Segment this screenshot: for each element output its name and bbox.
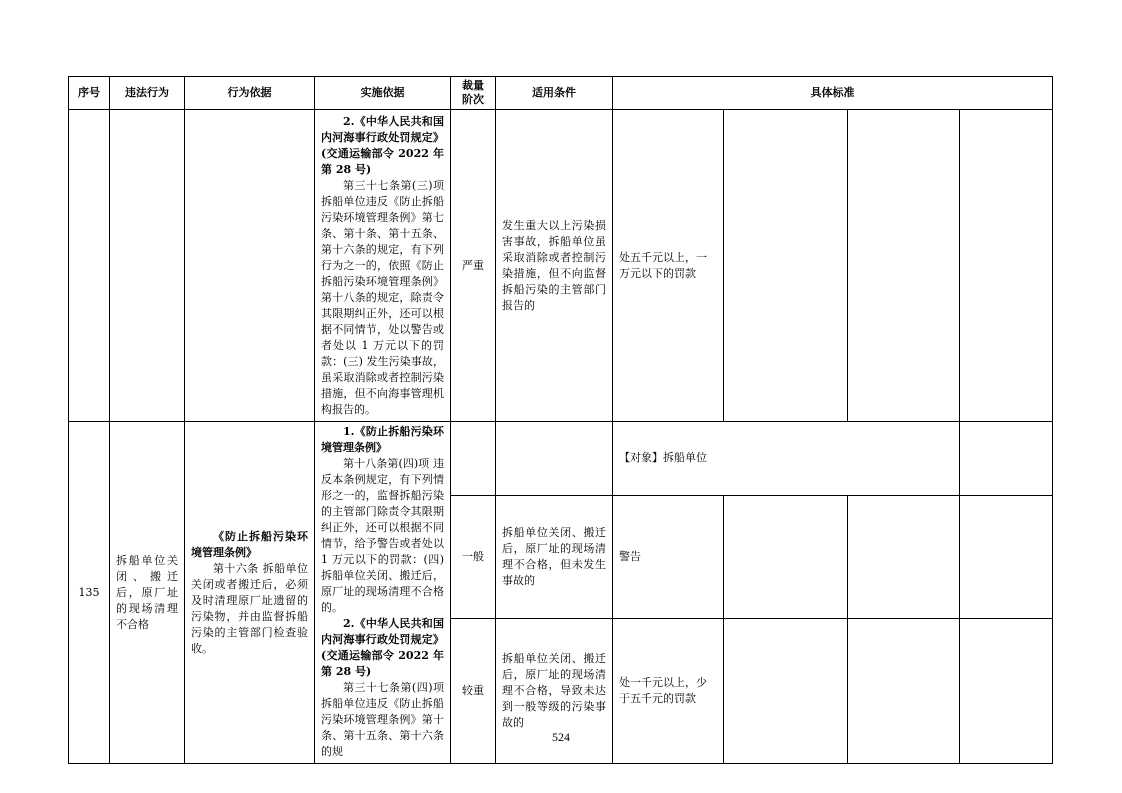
row135-impl2-title: 2.《中华人民共和国内河海事行政处罚规定》(交通运输部令 2022 年第 28 号) [321,617,444,678]
row135-object-level-empty [451,422,496,496]
row135-object: 【对象】拆船单位 [619,451,707,465]
table-row-135-object [69,422,1053,496]
row135-object-cell [613,422,960,496]
prev-empty-2 [848,110,960,422]
row135-sub2-condition: 拆船单位关闭、搬迁后，原厂址的现场清理不合格，导致未达到一般等级的污染事故的 [502,651,606,729]
penalty-standard-table [68,76,1053,764]
prev-impl-text: 第三十七条第(三)项 拆船单位违反《防止拆船污染环境管理条例》第七条、第十条、第十五条、第十六条的规定，有下列行为之一的，依照《防止拆船污染环境管理条例》第十八条的规定，除责令其限期纠正外，还可以根据不同情节，处以警告或者处以 1 万元以下的罚款：(三) 发生污染事故，虽采取消除或者控制污染措施，但不向海事管理机构报告的。 [321,179,444,416]
row135-violation-cell [110,422,185,764]
table-row-continued [69,110,1053,422]
header-violation: 违法行为 [110,77,185,110]
row135-sub1-empty-1 [724,495,848,618]
row135-object-empty [960,422,1053,496]
row135-violation: 拆船单位关闭、搬迁后，原厂址的现场清理不合格 [116,553,178,631]
header-condition: 适用条件 [496,77,613,110]
prev-violation-cell [110,110,185,422]
row135-no: 135 [69,422,110,764]
row135-sub2-level: 较重 [451,618,496,763]
row135-impl2-text: 第三十七条第(四)项 拆船单位违反《防止拆船污染环境管理条例》第十条、第十五条、第十六条的规 [321,681,444,758]
prev-empty-3 [960,110,1053,422]
row135-sub1-standard-cell [613,495,724,618]
header-implementation: 实施依据 [315,77,451,110]
header-row [69,77,1053,110]
prev-standard-cell [613,110,724,422]
row135-sub1-level: 一般 [451,495,496,618]
row135-object-condition-empty [496,422,613,496]
prev-standard: 处五千元以上，一万元以下的罚款 [619,250,707,280]
row135-impl1-text: 第十八条第(四)项 违反本条例规定，有下列情形之一的，监督拆船污染的主管部门除责令其限期纠正外，还可以根据不同情节，给予警告或者处以 1 万元以下的罚款：(四) 拆船单位关闭、搬迁后，原厂址的现场清理不合格的。 [321,457,444,614]
prev-empty-1 [724,110,848,422]
prev-level: 严重 [451,110,496,422]
row135-impl1-title: 1.《防止拆船污染环境管理条例》 [321,425,444,454]
prev-implementation-cell [315,110,451,422]
row135-basis-cell [185,422,315,764]
header-basis: 行为依据 [185,77,315,110]
row135-implementation-cell [315,422,451,764]
prev-basis-cell [185,110,315,422]
header-level: 裁量 阶次 [451,77,496,110]
row135-sub1-condition-cell [496,495,613,618]
prev-impl-title: 2.《中华人民共和国内河海事行政处罚规定》(交通运输部令 2022 年第 28 号) [321,115,444,176]
prev-no-cell [69,110,110,422]
row135-sub1-empty-2 [848,495,960,618]
row135-sub2-standard: 处一千元以上，少于五千元的罚款 [619,675,707,705]
row135-basis-title: 《防止拆船污染环境管理条例》 [191,529,308,559]
prev-condition-cell [496,110,613,422]
row135-basis-text: 第十六条 拆船单位关闭或者搬迁后，必须及时清理原厂址遗留的污染物，并由监督拆船污染的主管部门检查验收。 [191,561,308,655]
row135-sub1-empty-3 [960,495,1053,618]
header-standard: 具体标准 [613,77,1053,110]
page-number: 524 [552,730,570,744]
row135-sub1-standard: 警告 [619,549,641,563]
header-no: 序号 [69,77,110,110]
row135-sub1-condition: 拆船单位关闭、搬迁后，原厂址的现场清理不合格，但未发生事故的 [502,525,606,587]
prev-condition: 发生重大以上污染损害事故，拆船单位虽采取消除或者控制污染措施，但不向监督拆船污染的主管部门报告的 [502,218,606,312]
